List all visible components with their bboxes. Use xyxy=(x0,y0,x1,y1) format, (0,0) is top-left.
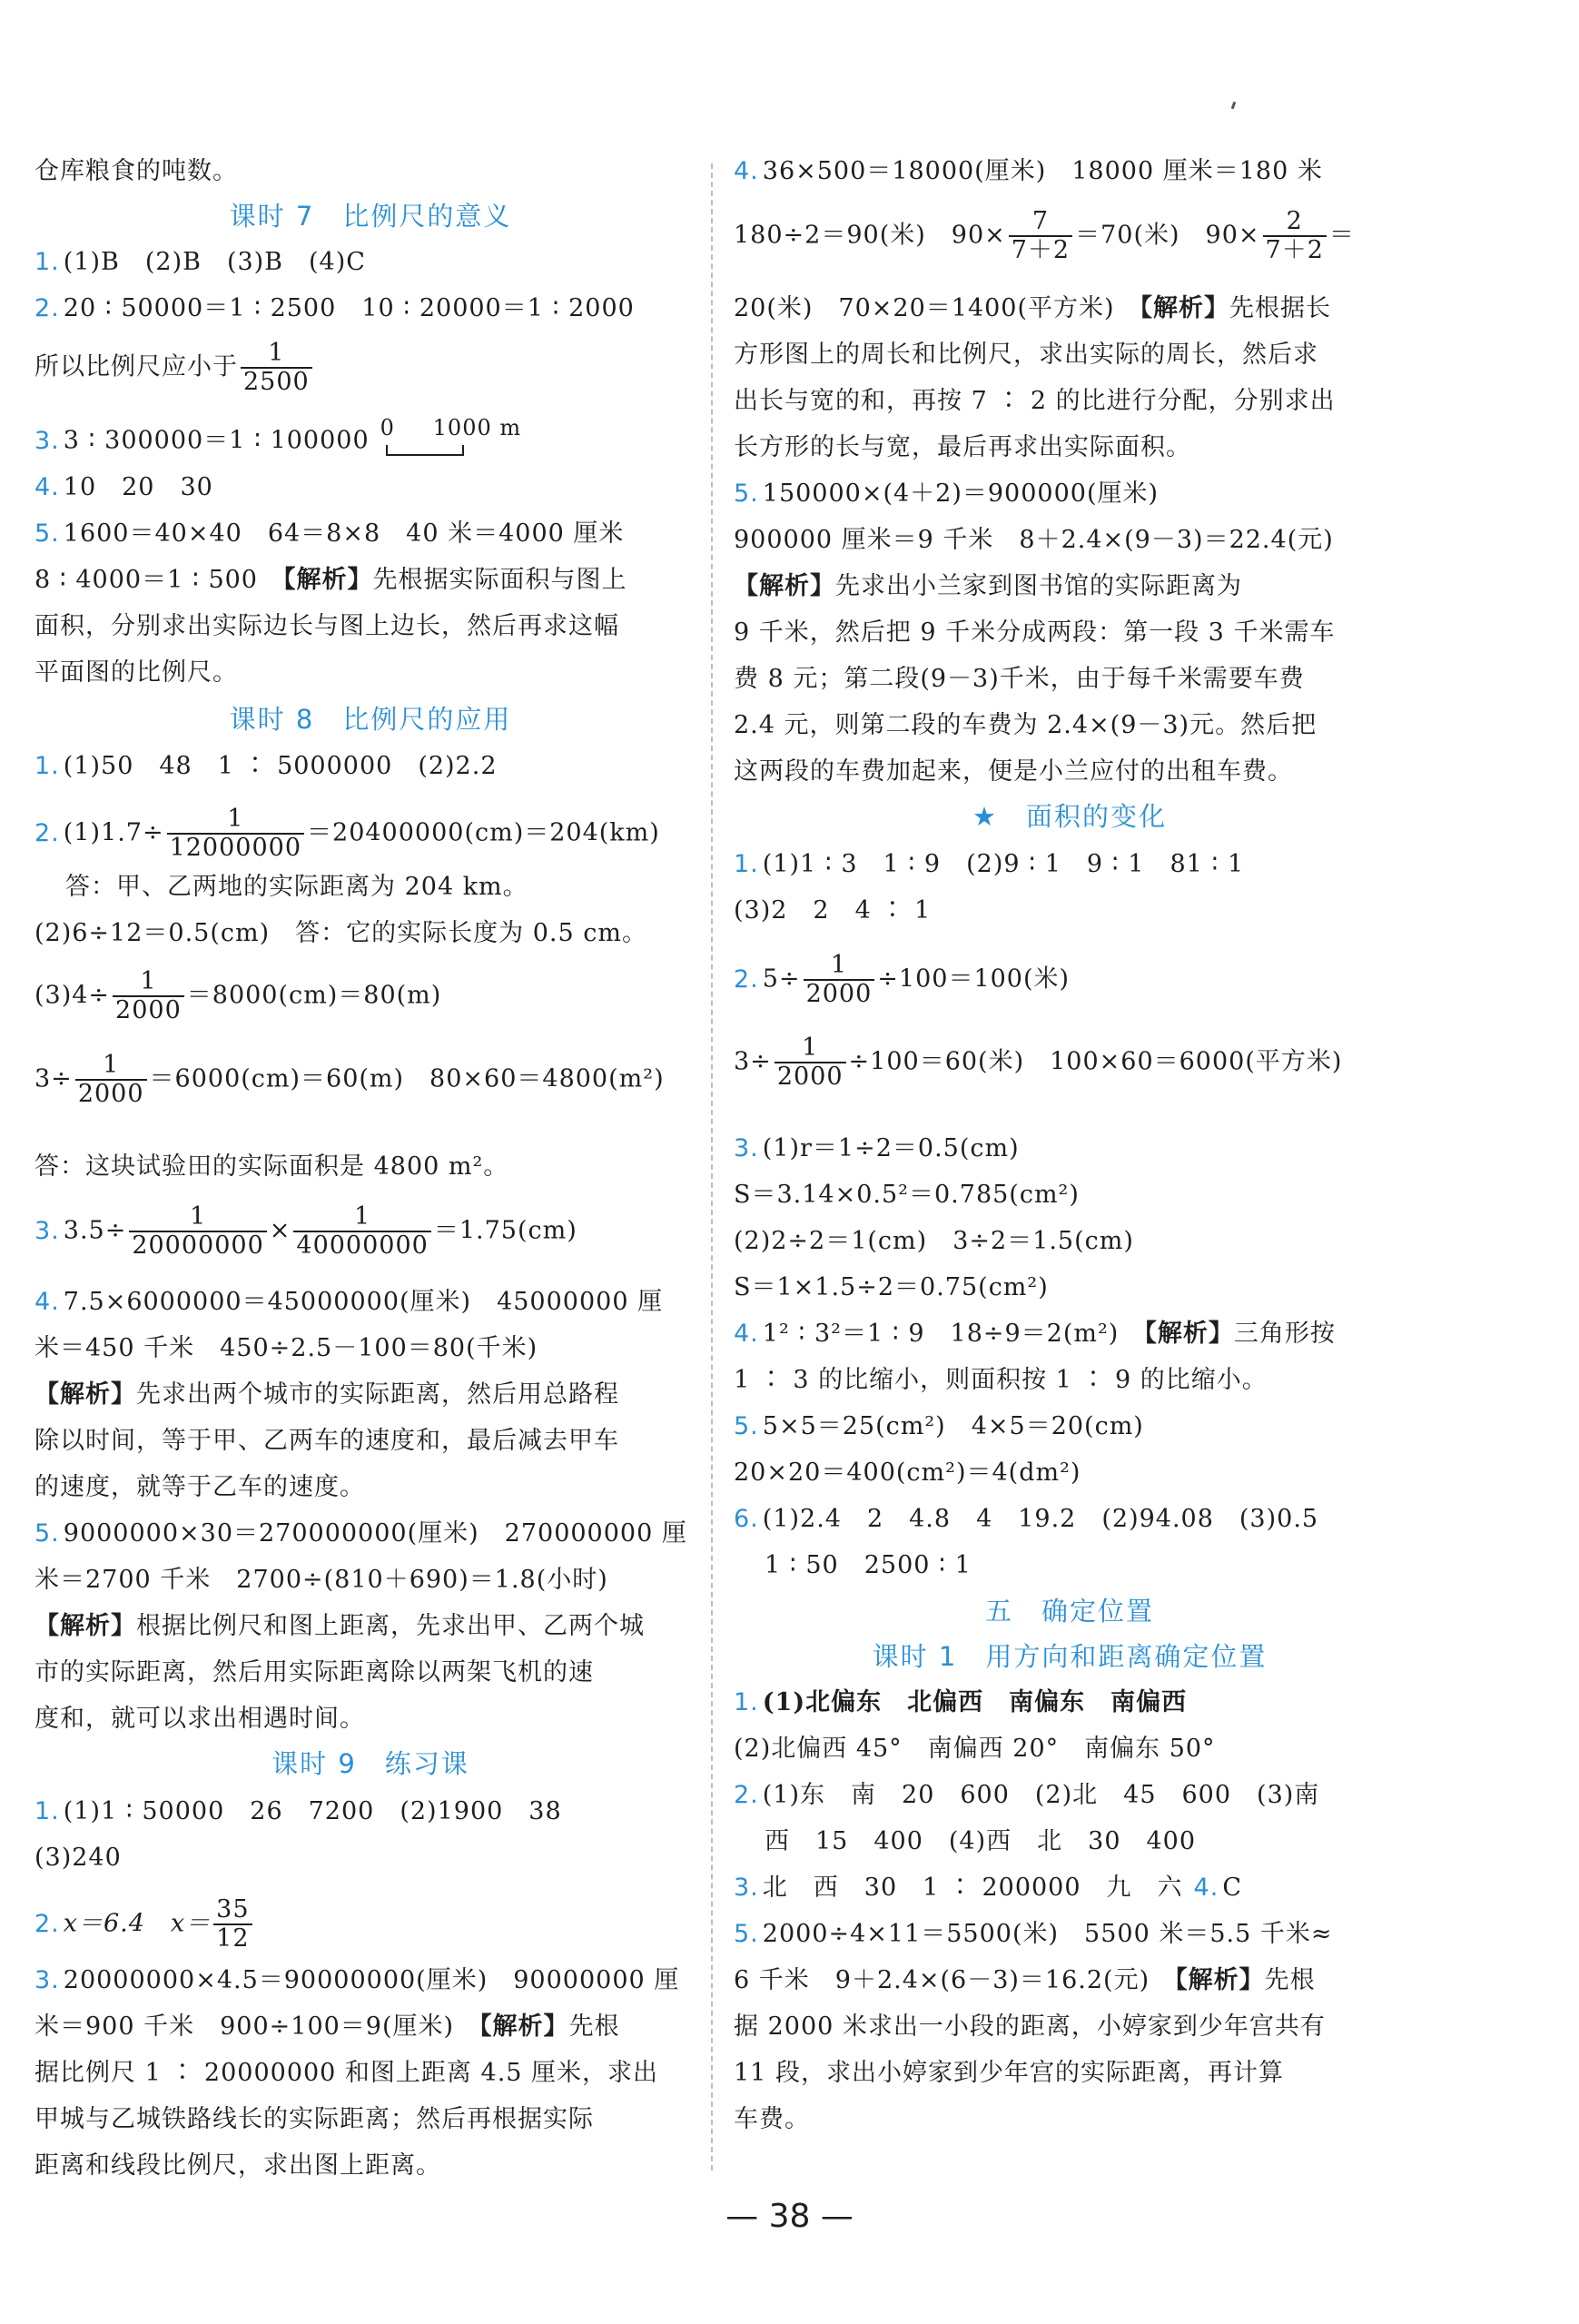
answer-text: 根据比例尺和图上距离，先求出甲、乙两个城 xyxy=(136,1612,645,1640)
answer-text: ＝20400000(cm)＝204(km) xyxy=(307,818,660,847)
item-number: 4. xyxy=(35,1288,60,1316)
answer-line xyxy=(734,1919,1332,1950)
answer-line xyxy=(734,156,1323,187)
answer-text: 7.5×6000000＝45000000(厘米) 45000000 厘 xyxy=(63,1288,664,1316)
fraction xyxy=(775,1034,846,1091)
item-number: 1. xyxy=(734,850,759,878)
answer-line xyxy=(734,1873,1242,1904)
answer-text: 150000×(4＋2)＝900000(厘米) xyxy=(762,480,1160,508)
answer-text: 1² ∶ 3²＝1 ∶ 9 18÷9＝2(m²) xyxy=(762,1320,1145,1348)
denominator: 2000 xyxy=(804,979,875,1008)
answer-text: 2000÷4×11＝5500(米) 5500 米＝5.5 千米≈ xyxy=(762,1920,1333,1948)
answer-line xyxy=(35,340,315,396)
answer-line xyxy=(35,415,522,460)
answer-line xyxy=(35,1203,577,1260)
answer-line xyxy=(35,1896,255,1953)
text-line: 除以时间，等于甲、乙两车的速度和，最后减去甲车 xyxy=(35,1427,619,1455)
denominator: 20000000 xyxy=(129,1231,266,1260)
answer-line xyxy=(734,208,1355,264)
answer-line xyxy=(35,1796,562,1827)
analysis-tag: 【解析】 xyxy=(35,1380,136,1409)
analysis-tag: 【解析】 xyxy=(479,2012,569,2041)
text-line: 2.4 元，则第二段的车费为 2.4×(9－3)元。然后把 xyxy=(734,711,1317,739)
item-number: 5. xyxy=(734,1412,759,1440)
fraction xyxy=(1263,208,1327,264)
answer-line xyxy=(734,1411,1144,1442)
text-line: S＝1×1.5÷2＝0.75(cm²) xyxy=(734,1273,1049,1301)
item-number: 1. xyxy=(35,752,60,780)
fraction xyxy=(113,968,184,1024)
text-line: 900000 厘米＝9 千米 8＋2.4×(9－3)＝22.4(元) xyxy=(734,526,1334,554)
answer-line xyxy=(734,952,1070,1008)
text-line: 西 15 400 (4)西 北 30 400 xyxy=(765,1827,1197,1855)
fraction xyxy=(129,1203,266,1260)
text-line: 答：这块试验田的实际面积是 4800 m²。 xyxy=(35,1152,509,1181)
analysis-tag: 【解析】 xyxy=(35,1612,136,1640)
answer-line xyxy=(35,968,441,1024)
text-line: 米＝450 千米 450÷2.5－100＝80(千米) xyxy=(35,1334,538,1362)
answer-line xyxy=(734,1133,1020,1164)
section-heading: 五 确定位置 xyxy=(984,1596,1154,1627)
answer-text: ＝6000(cm)＝60(m) 80×60＝4800(m²) xyxy=(149,1064,665,1093)
answer-text: C xyxy=(1222,1874,1242,1902)
denominator: 12 xyxy=(213,1923,252,1953)
item-number: 4. xyxy=(734,1320,759,1348)
section-heading: 课时 9 练习课 xyxy=(271,1748,469,1779)
text-line: 距离和线段比例尺，求出图上距离。 xyxy=(35,2151,441,2180)
item-number: 3. xyxy=(35,1966,60,1994)
text-line: 据比例尺 1 ∶ 20000000 和图上距离 4.5 厘米，求出 xyxy=(35,2059,659,2087)
answer-text: (3)4÷ xyxy=(35,981,111,1010)
item-number: 3. xyxy=(734,1874,759,1902)
scale-bar-line xyxy=(386,445,464,456)
answer-line xyxy=(734,1319,1336,1350)
numerator: 7 xyxy=(1031,207,1050,235)
answer-text: 5÷ xyxy=(762,964,801,994)
text-line: 据 2000 米求出一小段的距离，小婷家到少年宫共有 xyxy=(734,2012,1326,2041)
answer-text: ＝1.75(cm) xyxy=(433,1216,577,1245)
denominator: 2500 xyxy=(241,367,312,396)
scale-bar xyxy=(380,415,522,460)
answer-line xyxy=(35,519,624,549)
fraction xyxy=(804,952,875,1008)
numerator: 1 xyxy=(140,967,157,995)
answer-text: 6 千米 9＋2.4×(6－3)＝16.2(元) xyxy=(734,1966,1176,1994)
answer-text: ÷100＝60(米) 100×60＝6000(平方米) xyxy=(848,1047,1343,1076)
text-line: S＝3.14×0.5²＝0.785(cm²) xyxy=(734,1181,1080,1209)
item-number: 2. xyxy=(35,818,60,847)
text-line: 米＝2700 千米 2700÷(810＋690)＝1.8(小时) xyxy=(35,1566,608,1594)
text-line: 20×20＝400(cm²)＝4(dm²) xyxy=(734,1459,1081,1487)
text-line: 的速度，就等于乙车的速度。 xyxy=(35,1473,365,1501)
item-number: 2. xyxy=(35,1909,60,1938)
numerator: 35 xyxy=(216,1895,250,1923)
numerator: 1 xyxy=(189,1202,207,1231)
answer-text: 10 20 30 xyxy=(63,473,213,501)
answer-text: 3.5÷ xyxy=(63,1216,127,1245)
item-number: 5. xyxy=(35,1519,60,1548)
analysis-tag: 【解析】 xyxy=(1144,1320,1234,1348)
answer-text: x＝6.4 x＝ xyxy=(63,1909,212,1938)
text-line: 面积，分别求出实际边长与图上边长，然后再求这幅 xyxy=(35,612,619,640)
item-number: 1. xyxy=(35,1797,60,1825)
answer-text: 9000000×30＝270000000(厘米) 270000000 厘 xyxy=(63,1519,687,1548)
answer-line xyxy=(35,293,635,324)
answer-line xyxy=(35,806,660,862)
answer-text: 先根据实际面积与图上 xyxy=(372,566,627,594)
fraction xyxy=(213,1896,252,1953)
analysis-tag: 【解析】 xyxy=(1140,294,1230,322)
scale-end-label: 1000 m xyxy=(432,415,522,440)
answer-text: 先根 xyxy=(568,2012,620,2041)
text-line: (2)北偏西 45° 南偏西 20° 南偏东 50° xyxy=(734,1735,1216,1763)
answer-text: 北 西 30 1 ∶ 200000 九 六 xyxy=(762,1874,1183,1902)
analysis-line xyxy=(35,1380,619,1410)
item-number: 3. xyxy=(35,426,60,455)
denominator: 7＋2 xyxy=(1009,235,1072,264)
answer-text: 所以比例尺应小于 xyxy=(35,352,238,381)
times-sign: × xyxy=(269,1216,291,1245)
item-number: 1. xyxy=(734,1688,759,1716)
answer-line xyxy=(35,472,213,503)
answer-line xyxy=(35,1518,687,1549)
denominator: 40000000 xyxy=(293,1231,430,1260)
item-number: 4. xyxy=(734,157,759,185)
answer-text: (1)东 南 20 600 (2)北 45 600 (3)南 xyxy=(762,1781,1320,1809)
text-line: (3)240 xyxy=(35,1844,122,1872)
text-line: 11 段，求出小婷家到少年宫的实际距离，再计算 xyxy=(734,2059,1284,2087)
answer-line xyxy=(35,1287,663,1318)
fraction xyxy=(167,806,304,862)
item-number: 5. xyxy=(734,480,759,508)
text-line: 出长与宽的和，再按 7 ∶ 2 的比进行分配，分别求出 xyxy=(734,387,1336,415)
numerator: 1 xyxy=(103,1051,120,1079)
answer-text: 20(米) 70×20＝1400(平方米) xyxy=(734,294,1140,322)
answer-text: ＝8000(cm)＝80(m) xyxy=(186,981,442,1010)
numerator: 2 xyxy=(1286,207,1303,235)
text-line: 答：甲、乙两地的实际距离为 204 km。 xyxy=(65,873,528,901)
answer-line xyxy=(734,1504,1318,1535)
answer-text: 8 ∶ 4000＝1 ∶ 500 xyxy=(35,566,283,594)
section-heading: 课时 7 比例尺的意义 xyxy=(229,201,512,232)
answer-line xyxy=(35,2012,620,2042)
answer-text: ＝70(米) 90× xyxy=(1075,221,1260,250)
answer-line xyxy=(734,479,1159,509)
answer-line xyxy=(734,1034,1342,1091)
item-number: 1. xyxy=(35,248,60,276)
answer-text: (1)50 48 1 ∶ 5000000 (2)2.2 xyxy=(63,752,498,780)
numerator: 1 xyxy=(268,339,285,367)
analysis-tag: 【解析】 xyxy=(283,566,373,594)
text-line: 市的实际距离，然后用实际距离除以两架飞机的速 xyxy=(35,1658,594,1686)
numerator: 1 xyxy=(354,1202,371,1231)
answer-text: 3÷ xyxy=(734,1047,772,1076)
answer-line xyxy=(734,1780,1319,1811)
text-line: 仓库粮食的吨数。 xyxy=(35,157,238,185)
text-line: 度和，就可以求出相遇时间。 xyxy=(35,1705,365,1733)
answer-line xyxy=(734,849,1244,880)
item-number: 5. xyxy=(734,1920,759,1948)
analysis-line xyxy=(734,571,1242,602)
answer-text: 先根 xyxy=(1264,1966,1316,1994)
text-line: (2)2÷2＝1(cm) 3÷2＝1.5(cm) xyxy=(734,1227,1134,1255)
item-number: 2. xyxy=(734,1781,759,1809)
fraction xyxy=(75,1052,147,1108)
answer-line xyxy=(35,565,627,596)
item-number: 2. xyxy=(734,964,759,994)
answer-text: 20 ∶ 50000＝1 ∶ 2500 10 ∶ 20000＝1 ∶ 2000 xyxy=(63,294,635,322)
analysis-line xyxy=(35,1611,645,1642)
numerator: 1 xyxy=(802,1033,819,1062)
text-line: 平面图的比例尺。 xyxy=(35,658,238,687)
answer-text: 先求出小兰家到图书馆的实际距离为 xyxy=(835,572,1242,600)
item-number: 6. xyxy=(734,1505,759,1533)
text-line: 甲城与乙城铁路线长的实际距离；然后再根据实际 xyxy=(35,2105,594,2133)
answer-text: (1)1.7÷ xyxy=(63,818,164,847)
denominator: 12000000 xyxy=(167,833,304,862)
answer-text: (1)1 ∶ 3 1 ∶ 9 (2)9 ∶ 1 9 ∶ 1 81 ∶ 1 xyxy=(762,850,1245,878)
fraction xyxy=(241,340,312,396)
answer-line xyxy=(35,247,366,278)
text-line: 这两段的车费加起来，便是小兰应付的出租车费。 xyxy=(734,757,1293,786)
column-divider xyxy=(711,163,713,2171)
text-line: (2)6÷12＝0.5(cm) 答：它的实际长度为 0.5 cm。 xyxy=(35,919,647,947)
item-number: 3. xyxy=(35,1216,60,1245)
answer-text: 先根据长 xyxy=(1229,294,1332,322)
text-line: 车费。 xyxy=(734,2105,810,2133)
denominator: 7＋2 xyxy=(1263,235,1327,264)
section-heading: ★ 面积的变化 xyxy=(972,801,1167,832)
page-number: — 38 — xyxy=(725,2198,854,2235)
answer-text: (1)B (2)B (3)B (4)C xyxy=(63,248,366,276)
item-number: 3. xyxy=(734,1134,759,1162)
section-heading: 课时 8 比例尺的应用 xyxy=(229,704,512,735)
answer-text: 20000000×4.5＝90000000(厘米) 90000000 厘 xyxy=(63,1966,680,1994)
denominator: 2000 xyxy=(775,1062,846,1091)
answer-text: 36×500＝18000(厘米) 18000 厘米＝180 米 xyxy=(762,157,1323,185)
answer-text: 180÷2＝90(米) 90× xyxy=(734,221,1006,250)
answer-text: 5×5＝25(cm²) 4×5＝20(cm) xyxy=(762,1412,1144,1440)
text-line: 1 ∶ 50 2500 ∶ 1 xyxy=(765,1551,972,1579)
scale-start-label: 0 xyxy=(380,415,395,440)
item-number: 4. xyxy=(35,473,60,501)
answer-text: (1)北偏东 北偏西 南偏东 南偏西 xyxy=(762,1688,1188,1716)
answer-line xyxy=(734,1687,1187,1718)
denominator: 2000 xyxy=(113,995,184,1024)
answer-line xyxy=(35,1052,665,1108)
answer-line xyxy=(35,751,498,782)
text-line: 费 8 元；第二段(9－3)千米，由于每千米需要车费 xyxy=(734,665,1305,693)
numerator: 1 xyxy=(227,805,244,833)
answer-text: ÷100＝100(米) xyxy=(877,964,1071,994)
text-line: 方形图上的周长和比例尺，求出实际的周长，然后求 xyxy=(734,341,1318,369)
answer-text: (1)r＝1÷2＝0.5(cm) xyxy=(762,1134,1020,1162)
item-number: 4. xyxy=(1193,1874,1219,1902)
answer-text: 1600＝40×40 64＝8×8 40 米＝4000 厘米 xyxy=(63,519,625,548)
section-subheading: 课时 1 用方向和距离确定位置 xyxy=(872,1641,1268,1672)
item-number: 2. xyxy=(35,294,60,322)
fraction xyxy=(1009,208,1072,264)
answer-text: 3÷ xyxy=(35,1064,73,1093)
corner-mark xyxy=(1231,102,1237,110)
answer-line xyxy=(734,293,1331,324)
analysis-tag: 【解析】 xyxy=(734,572,835,600)
item-number: 5. xyxy=(35,519,60,548)
answer-text: ＝ xyxy=(1328,221,1355,250)
answer-text: 先求出两个城市的实际距离，然后用总路程 xyxy=(136,1380,619,1409)
answer-text: 米＝900 千米 900÷100＝9(厘米) xyxy=(35,2012,480,2041)
answer-text: (1)2.4 2 4.8 4 19.2 (2)94.08 (3)0.5 xyxy=(762,1505,1319,1533)
answer-text: 3 ∶ 300000＝1 ∶ 100000 xyxy=(63,426,370,455)
text-line: 9 千米，然后把 9 千米分成两段：第一段 3 千米需车 xyxy=(734,618,1336,647)
answer-text: (1)1 ∶ 50000 26 7200 (2)1900 38 xyxy=(63,1797,562,1825)
text-line: 长方形的长与宽，最后再求出实际面积。 xyxy=(734,433,1191,461)
numerator: 1 xyxy=(830,951,848,979)
denominator: 2000 xyxy=(75,1079,147,1108)
fraction xyxy=(293,1203,430,1260)
answer-line xyxy=(35,1965,679,1996)
analysis-tag: 【解析】 xyxy=(1175,1966,1265,1994)
answer-line xyxy=(734,1965,1316,1996)
text-line: (3)2 2 4 ∶ 1 xyxy=(734,896,932,925)
text-line: 1 ∶ 3 的比缩小，则面积按 1 ∶ 9 的比缩小。 xyxy=(734,1366,1268,1394)
answer-text: 三角形按 xyxy=(1233,1320,1336,1348)
